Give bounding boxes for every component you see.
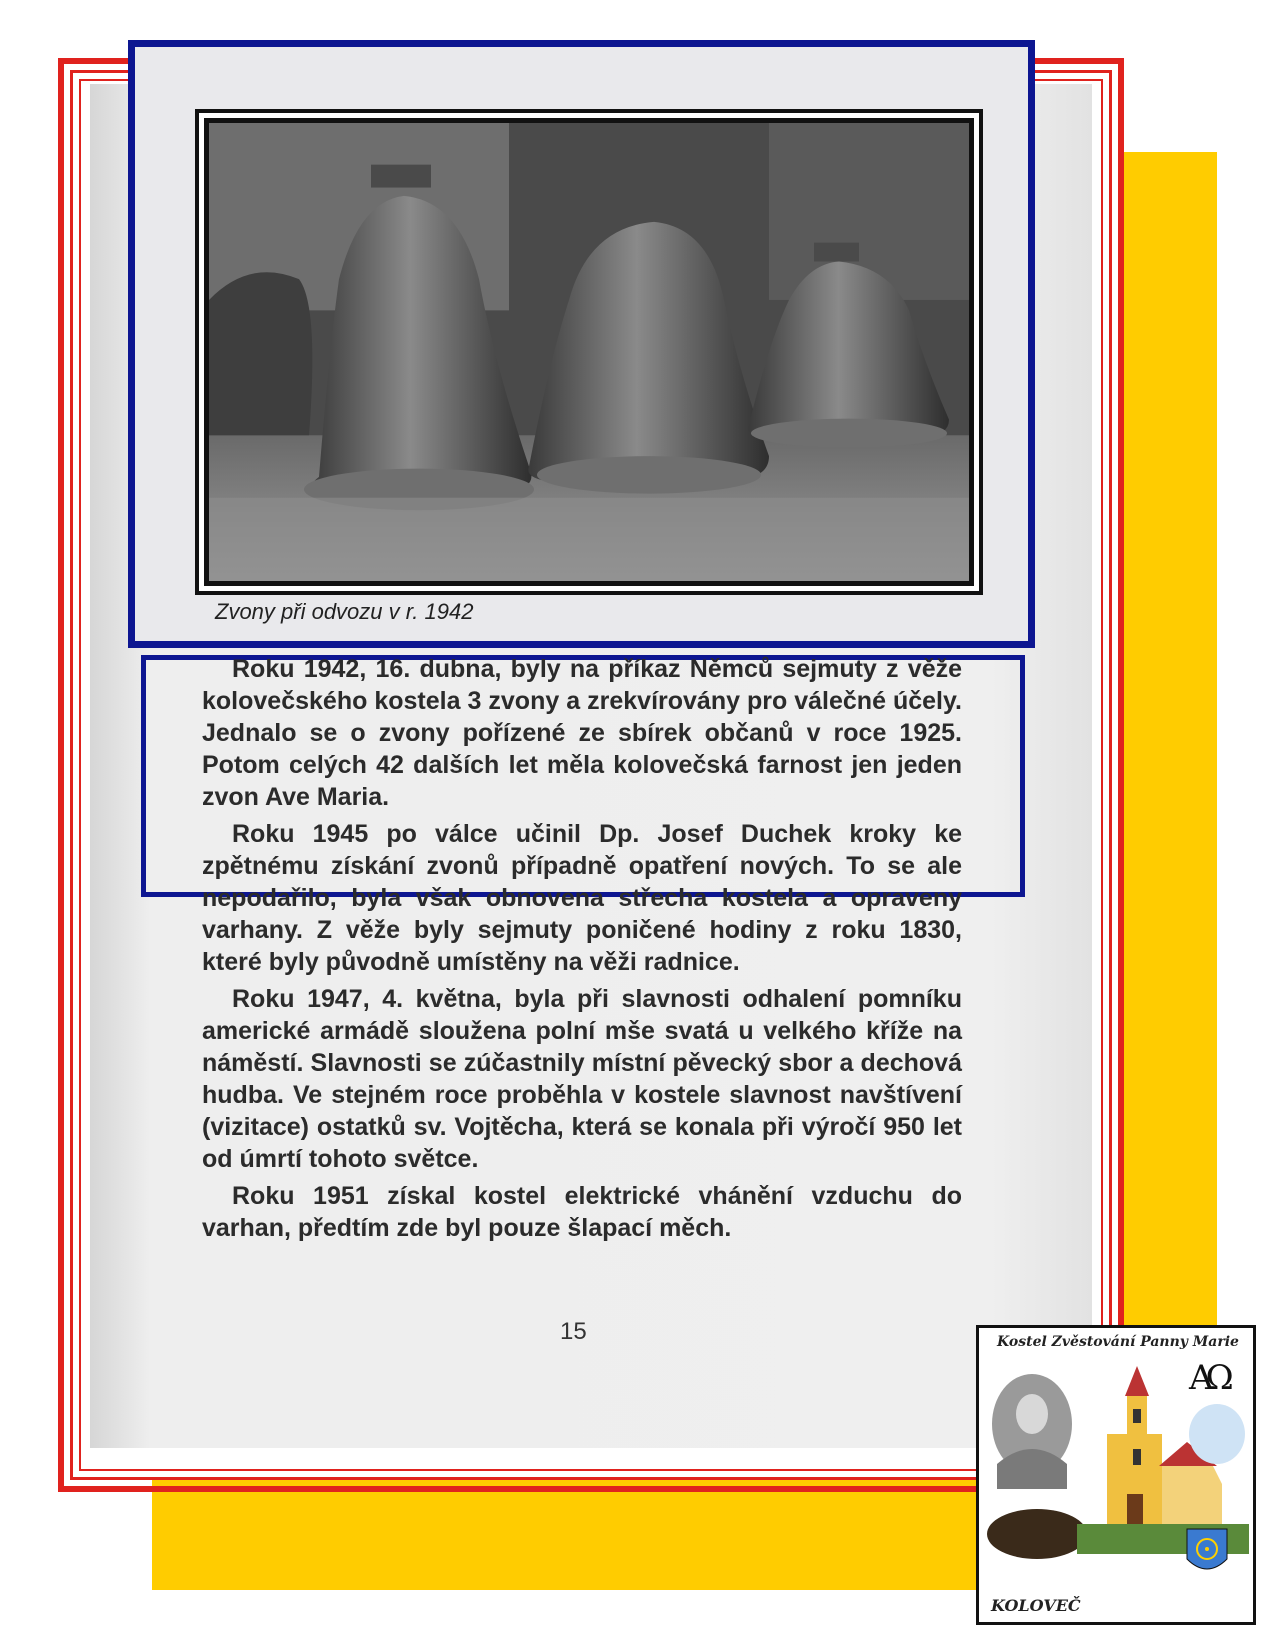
- photo-highlight-box: [128, 40, 1035, 648]
- paragraph: Roku 1945 po válce učinil Dp. Josef Duchek kroky ke zpětnému získání zvonů případně opatření nových. To se ale nepodařilo, byla však obnovena střecha kostela a opraveny varhany. Z věže byly sejmuty poničené hodiny z roku 1830, které byly původně umístěny na věži radnice.: [202, 820, 962, 976]
- bells-photo: [209, 123, 969, 581]
- page-number: 15: [560, 1318, 587, 1345]
- logo-title: Kostel Zvěstování Panny Marie: [997, 1334, 1239, 1350]
- yellow-accent-right: [1123, 152, 1217, 1484]
- alpha-omega-symbol: AΩ: [1189, 1358, 1226, 1398]
- paragraph: Roku 1942, 16. dubna, byly na příkaz Němců sejmuty z věže kolovečského kostela 3 zvony a zrekvírovány pro válečné účely. Jednalo se o zvony pořízené ze sbírek občanů v roce 1925. Potom celých 42 dalších let měla kolovečská farnost jen jeden zvon Ave Maria.: [202, 655, 962, 811]
- paragraph: Roku 1947, 4. května, byla při slavnosti odhalení pomníku americké armádě sloužena polní mše svatá u velkého kříže na náměstí. Slavnosti se zúčastnily místní pěvecký sbor a dechová hudba. Ve stejném roce proběhla v kostele slavnost navštívení (vizitace) ostatků sv. Vojtěcha, která se konala při výročí 950 let od úmrtí tohoto světce.: [202, 985, 962, 1173]
- article-text: [202, 653, 962, 1249]
- church-logo: [976, 1325, 1256, 1625]
- photo-caption: Zvony při odvozu v r. 1942: [215, 599, 474, 624]
- photo-frame: [195, 109, 983, 595]
- paragraph: Roku 1951 získal kostel elektrické vhánění vzduchu do varhan, předtím zde byl pouze šlapací měch.: [202, 1182, 962, 1242]
- logo-place-name: KOLOVEČ: [991, 1596, 1081, 1615]
